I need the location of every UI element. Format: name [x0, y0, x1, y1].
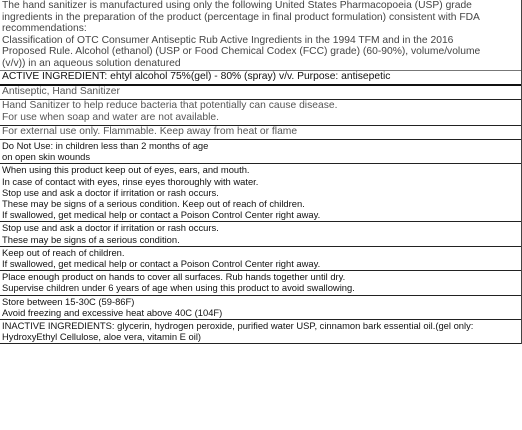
intro-line: ingredients in the preparation of the product (percentage in final product formulation) consistent with FDA — [2, 11, 480, 23]
inactive-line: INACTIVE INGREDIENTS: glycerin, hydrogen peroxide, purified water USP, cinnamon bark essential oil.(gel only: — [2, 320, 474, 332]
intro-line: Proposed Rule. Alcohol (ethanol) (USP or Food Chemical Codex (FCC) grade) (60-90%), volume/volume — [2, 46, 481, 57]
inactive-ingredients-section — [0, 320, 521, 344]
active-ingredient-section — [0, 71, 521, 86]
intro-line: The hand sanitizer is manufactured using only the following United States Pharmacopoeia (USP) grade — [2, 0, 472, 11]
keep-out-line: If swallowed, get medical help or contact a Poison Control Center right away. — [2, 258, 321, 270]
inactive-line: HydroxyEthyl Cellulose, aloe vera, vitamin E oil) — [2, 331, 202, 343]
storage-section — [0, 296, 521, 320]
uses-line: Hand Sanitizer to help reduce bacteria that potentially can cause disease. — [2, 100, 338, 111]
when-using-line: These may be signs of a serious condition. Keep out of reach of children. — [2, 198, 305, 210]
when-using-line: When using this product keep out of eyes, ears, and mouth. — [2, 164, 250, 176]
intro-line: Classification of OTC Consumer Antiseptic Rub Active Ingredients in the 1994 TFM and in the 2016 — [2, 34, 454, 46]
intro-line: (v/v)) in an aqueous solution denatured — [2, 57, 181, 69]
stop-use-section — [0, 222, 521, 246]
do-not-use-line: Do Not Use: in children less than 2 months of age — [2, 140, 209, 151]
keep-out-line: Keep out of reach of children. — [2, 246, 125, 258]
purpose-line: Antiseptic, Hand Sanitizer — [2, 86, 120, 97]
intro-line: recommendations: — [2, 23, 87, 34]
uses-section — [0, 100, 521, 126]
when-using-section — [0, 164, 521, 222]
purpose-section — [0, 86, 521, 100]
do-not-use-section — [0, 140, 521, 164]
keep-out-of-reach-section — [0, 247, 521, 271]
active-ingredient-line: ACTIVE INGREDIENT: ehtyl alcohol 75%(gel) - 80% (spray) v/v. Purpose: antisepetic — [2, 71, 391, 82]
directions-line: Place enough product on hands to cover all surfaces. Rub hands together until dry. — [2, 271, 346, 283]
stop-use-line: These may be signs of a serious condition. — [2, 233, 180, 245]
warnings-section — [0, 126, 521, 140]
warnings-line: For external use only. Flammable. Keep away from heat or flame — [2, 126, 298, 137]
when-using-line: If swallowed, get medical help or contact a Poison Control Center right away. — [2, 209, 321, 221]
storage-line: Avoid freezing and excessive heat above 40C (104F) — [2, 306, 223, 318]
when-using-line: Stop use and ask a doctor if irritation or rash occurs. — [2, 186, 219, 198]
directions-section — [0, 271, 521, 295]
directions-line: Supervise children under 6 years of age when using this product to avoid swallowing. — [2, 282, 355, 294]
do-not-use-line: on open skin wounds — [2, 151, 91, 163]
when-using-line: In case of contact with eyes, rinse eyes thoroughly with water. — [2, 175, 259, 187]
intro-section — [0, 0, 521, 71]
stop-use-line: Stop use and ask a doctor if irritation or rash occurs. — [2, 222, 219, 234]
storage-line: Store between 15-30C (59-86F) — [2, 295, 135, 307]
uses-line: For use when soap and water are not available. — [2, 112, 219, 123]
